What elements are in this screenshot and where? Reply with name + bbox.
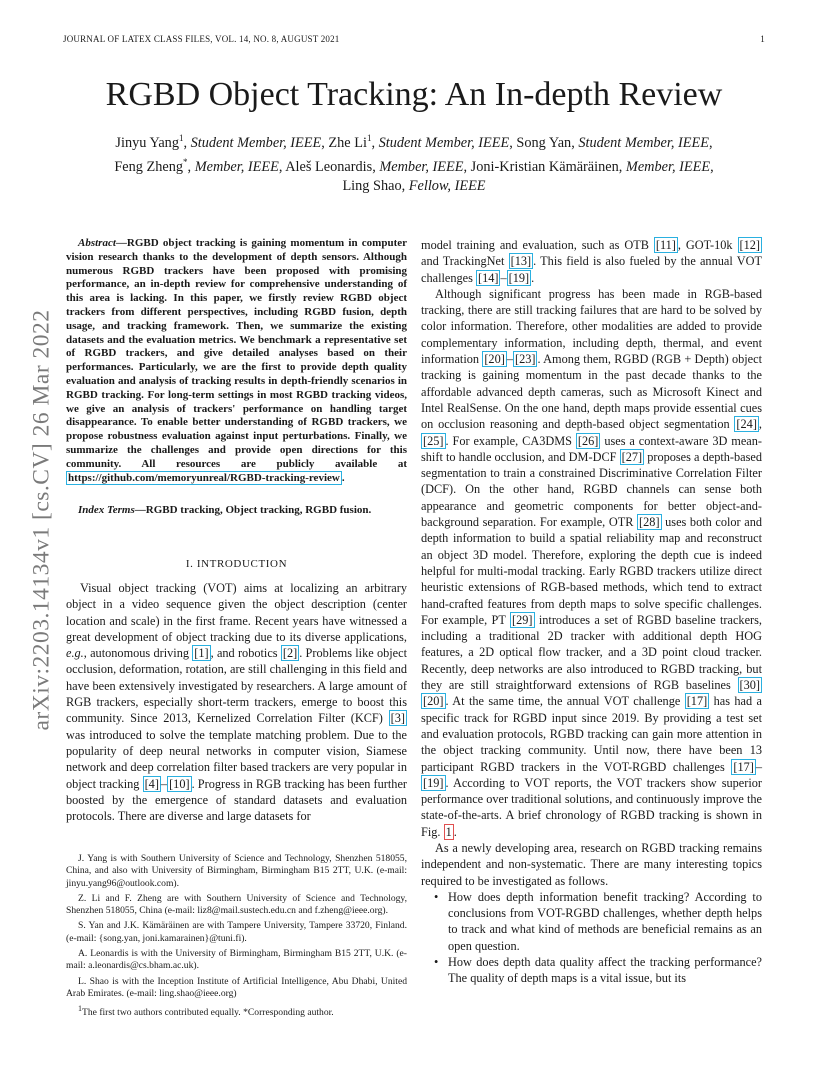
citation-link[interactable]: [17] (686, 694, 708, 709)
text-run: – (506, 352, 513, 367)
citation-link[interactable]: [28] (639, 515, 660, 530)
text-run: . This field is also fueled by the annual VOT challenges (421, 254, 762, 285)
abstract-label: Abstract (78, 237, 116, 249)
emphasis: e.g. (66, 646, 84, 661)
text-run: has had a specific track for RGBD input since 2019. By providing a test set and evaluation protocols, RGBD tracking can gain more attention in the object tracking community. Until now, there have been 13 participant RGBD trackers in the VOT-RGBD challenges (421, 694, 762, 774)
text-run: was introduced to solve the template matching problem. Due to the popularity of deep neural networks in computer vision, Siamese network and deep correlation filter based trackers are very popular in object tracking (66, 727, 407, 791)
text-run: . (531, 270, 535, 285)
index-terms-text: —RGBD tracking, Object tracking, RGBD fusion. (134, 504, 372, 516)
abstract-text: —RGBD object tracking is gaining momentum in computer vision research thanks to the development of depth sensors. Although numerous RGBD trackers have been proposed with promising performance, an in-depth review for comprehensive understanding of this area is lacking. In this paper, we firstly review RGBD object trackers from different perspectives, including RGBD fusion, depth usage, and tracking framework. Then, we summarize the existing datasets and the evaluation metrics. We benchmark a representative set of RGBD trackers, and give detailed analyses based on their performances. Particularly, we are the first to provide depth quality evaluation and analysis of tracking results in depth-friendly scenarios in RGBD tracking. For long-term settings in most RGBD tracking videos, we give an analysis of trackers' performance on handling target disappearance. To enable better understanding of RGBD trackers, we propose robustness evaluation against input perturbations. Finally, we summarize the challenges and provide open directions for this community. All resources are publicly available at (66, 237, 407, 470)
text-run: proposes a depth-based segmentation to train a constrained Discriminative Correlation Filter (DCF). On the other hand, RGBD channels can sense both appearance and geometric components for better object-and-background separation. For example, OTR (421, 449, 763, 530)
citation-link[interactable]: [13] (510, 254, 532, 269)
author-role: Fellow, IEEE (408, 177, 486, 194)
citation-link[interactable]: [26] (577, 433, 599, 448)
author-mark: * (183, 156, 188, 167)
paragraph-continued (421, 237, 762, 286)
citation-link[interactable]: [2] (282, 646, 298, 661)
text-run: – (500, 270, 507, 285)
paragraph: As a newly developing area, research on RGBD tracking remains independent and non-systematic. There are many interesting topics required to be investigated as follows. (421, 840, 762, 888)
text-run: – (755, 759, 762, 774)
running-header (63, 34, 765, 44)
text-run: , and robotics (210, 646, 281, 661)
footnote: S. Yan and J.K. Kämäräinen are with Tampere University, Tampere 33720, Finland. (e-mail: {song.yan, joni.kamarainen}@tuni.fi). (66, 920, 407, 944)
introduction-text (66, 580, 407, 824)
author-name: Aleš Leonardis (285, 158, 373, 175)
citation-link[interactable]: [3] (390, 711, 405, 726)
citation-link[interactable]: [20] (423, 694, 444, 709)
citation-link[interactable]: [27] (621, 449, 643, 464)
section-heading: I. INTRODUCTION (185, 558, 288, 570)
author-mark: 1 (366, 133, 372, 143)
author-role: Member, IEEE (625, 158, 711, 175)
author-role: Member, IEEE (194, 158, 279, 175)
repo-link[interactable]: https://github.com/memoryunreal/RGBD-tracking-review (68, 471, 340, 484)
running-head-text: JOURNAL OF LATEX CLASS FILES, VOL. 14, NO. 8, AUGUST 2021 (63, 34, 340, 44)
paragraph (421, 286, 762, 840)
text-run: . Among them, RGBD (RGB + Depth) object tracking is gaining momentum in the past decade thanks to the affordable advanced depth cameras, such as Microsoft Kinect and Intel RealSense. On the one hand, depth maps provide essential cues on occlusion reasoning and depth-based object segmentation (421, 352, 762, 432)
index-terms (66, 503, 407, 517)
citation-link[interactable]: [12] (739, 238, 760, 252)
text-run: . Progress in RGB tracking has been further boosted by the emergence of standard datasets and evaluation protocols. There are diverse and large datasets for (66, 776, 408, 824)
author-name: Zhe Li (328, 134, 367, 151)
citation-link[interactable]: [19] (508, 270, 530, 285)
citation-link[interactable]: [17] (733, 759, 754, 774)
paper-title: RGBD Object Tracking: An In-depth Review (105, 76, 723, 113)
author-mark: 1 (178, 133, 184, 143)
text-run: . At the same time, the annual VOT challenge (445, 694, 685, 709)
citation-link[interactable]: [19] (423, 775, 444, 790)
paragraph (66, 580, 407, 824)
author-role: Member, IEEE (379, 158, 464, 175)
citation-link[interactable]: [11] (655, 238, 676, 252)
author-role: Student Member, IEEE (578, 134, 709, 151)
text-run: . (453, 824, 457, 839)
citation-link[interactable]: [4] (144, 776, 159, 791)
text-run: Although significant progress has been made in RGB-based tracking, there are still tracking failures that are hard to be solved by color information. Therefore, other modalities are added to provide complementary information, including depth, thermal, and event information (421, 286, 762, 367)
citation-link[interactable]: [14] (477, 270, 499, 285)
citation-link[interactable]: [1] (194, 646, 209, 661)
citation-link[interactable]: [25] (423, 433, 444, 448)
index-terms-label: Index Terms (78, 504, 135, 516)
footnote: $^1$The first two authors contributed equally. *Corresponding author. (78, 1004, 334, 1019)
footnote: J. Yang is with Southern University of Science and Technology, Shenzhen 518055, China, and also with University of Birmingham, Birmingham B15 2TT, U.K. (e-mail: jinyu.yang96@outlook.com). (66, 853, 407, 889)
text-run: and TrackingNet (421, 254, 509, 269)
text-run: . According to VOT reports, the VOT trackers show superior performance over traditional solutions, and continuously improve the state-of-the-arts. A brief chronology of RGBD tracking is shown in Fig. (421, 775, 762, 839)
list-item: • How does depth data quality affect the tracking performance? The quality of depth maps is a vital issue, but its (421, 954, 762, 987)
author-name: Feng Zheng (114, 158, 184, 175)
citation-link[interactable]: [29] (512, 612, 533, 627)
section-title: INTRODUCTION (196, 558, 288, 570)
arxiv-stamp (12, 282, 72, 757)
author-list: Jinyu Yang$^1$, Student Member, IEEE, Zhe Li$^1$, Student Member, IEEE, Song Yan, Student Member, IEEE, Feng Zheng*, Member, IEEE, Aleš Leonardis, Member, IEEE, Joni-Kristian Kämäräinen, Member, IEEE, Ling Shao, Fellow, IEEE (114, 133, 714, 194)
author-name: Joni-Kristian Kämäräinen (470, 158, 619, 175)
text-run: – (160, 776, 168, 791)
author-name: Ling Shao (342, 177, 402, 194)
author-role: Student Member, IEEE (378, 134, 510, 151)
footnote: A. Leonardis is with the University of Birmingham, Birmingham B15 2TT, U.K. (e-mail: a.leonardis@cs.bham.ac.uk). (66, 948, 407, 972)
text-run: uses a context-aware 3D mean-shift to handle occlusion, and DM-DCF (421, 433, 762, 464)
topic-list (421, 889, 762, 987)
footnote: L. Shao is with the Inception Institute of Artificial Intelligence, Abu Dhabi, United Arab Emirates. (e-mail: ling.shao@ieee.org) (66, 975, 407, 999)
text-run: . Problems like object occlusion, deformation, rotation, are still challenging in this field and have been extensively investigated by researchers. A large amount of RGB trackers, especially short-term trackers, emerge to boost this community. Since 2013, Kernelized Correlation Filter (KCF) (66, 646, 407, 726)
page-number: 1 (760, 34, 765, 44)
text-run: , (758, 417, 762, 432)
text-run: introduces a set of RGBD baseline trackers, including a traditional 2D tracker with additional depth HOG features, a 2D optical flow tracker, and a 3D point cloud tracker. Recently, deep networks are also introduced to RGBD tracking, but they are still straightforward extensions of RGB baselines (421, 612, 762, 693)
citation-link[interactable]: [24] (736, 417, 757, 432)
author-name: Song Yan (516, 134, 572, 151)
text-run: uses both color and depth information to build a spatial reliability map and reconstruct an object 3D model. Therefore, exploring the depth cue is indeed helpful for multi-modal tracking. Early RGBD trackers utilize direct heuristic extensions of RGB-based methods, which tend to extract hand-crafted features from depth maps to solve specific challenges. For example, PT (421, 515, 762, 627)
list-item: • How does depth information benefit tracking? According to conclusions from VOT-RGBD challenges, whether depth helps to track and what kind of methods are beneficial remains as an open question. (421, 889, 762, 954)
figure-ref-link[interactable]: 1 (445, 824, 452, 839)
text-run: , autonomous driving (83, 646, 193, 661)
text-run: , GOT-10k (677, 238, 738, 252)
abstract: Abstract—RGBD object tracking is gaining momentum in computer vision research thanks to the development of depth sensors. Although numerous RGBD trackers have been proposed with promising performance, an in-depth review for comprehensive understanding of this area is lacking. In this paper, we firstly review RGBD object trackers from different perspectives, including RGBD fusion, depth usage, and tracking framework. Then, we summarize the existing datasets and the evaluation metrics. We benchmark a representative set of RGBD trackers, and give detailed analyses based on their performances. Particularly, we are the first to provide depth quality evaluation and analysis of tracking results in depth-friendly scenarios in RGBD tracking. For long-term settings in most RGBD tracking videos, we give an analysis of trackers' performance on handling target disappearance. To enable better understanding of RGBD trackers, we propose robustness evaluation against input perturbations. Finally, we summarize the challenges and provide open directions for this community. All resources are publicly available at https://github.com/memoryunreal/RGBD-tracking-review . (66, 237, 407, 484)
citation-link[interactable]: [20] (484, 352, 505, 367)
footnote: Z. Li and F. Zheng are with Southern University of Science and Technology, Shenzhen 518055, China (e-mail: liz8@mail.sustech.edu.cn and f.zheng@ieee.org). (66, 892, 407, 917)
text-run: model training and evaluation, such as OTB (421, 238, 654, 252)
right-column-text (421, 237, 762, 987)
author-name: Jinyu Yang (115, 134, 179, 151)
text-run: Visual object tracking (VOT) aims at localizing an arbitrary object in a video sequence given the object description (center location and scale) in the first frame. Recent years have witnessed a great development of object tracking due to its diverse applications, (66, 581, 407, 644)
text-run: . For example, CA3DMS (445, 433, 576, 448)
author-role: Student Member, IEEE (190, 134, 322, 151)
arxiv-stamp-text: arXiv:2203.14134v1 [cs.CV] 26 Mar 2022 (28, 308, 55, 731)
citation-link[interactable]: [30] (739, 678, 760, 693)
citation-link[interactable]: [23] (514, 352, 536, 367)
footnotes (66, 853, 407, 1023)
citation-link[interactable]: [10] (169, 776, 190, 791)
